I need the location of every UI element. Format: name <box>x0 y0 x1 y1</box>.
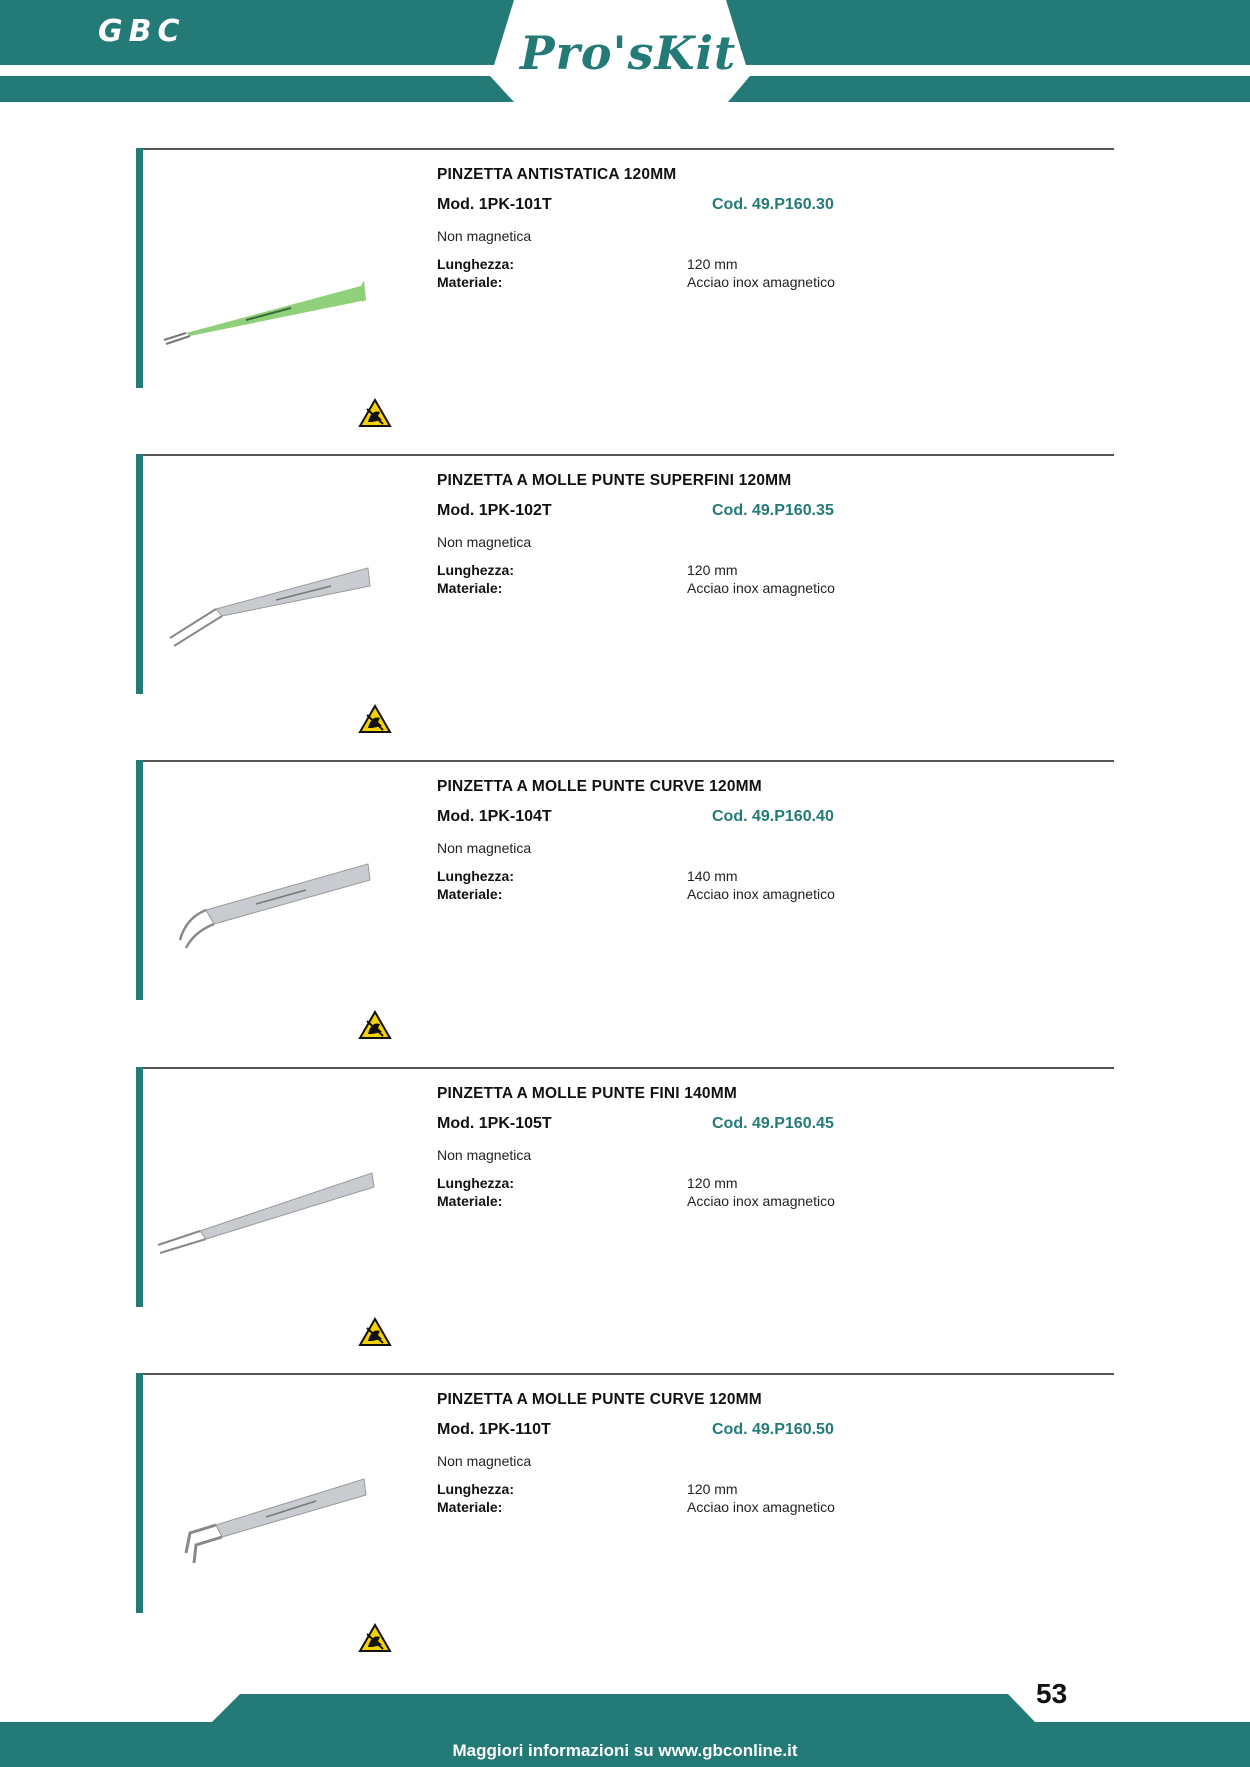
length-value: 120 mm <box>687 1481 738 1497</box>
accent-bar <box>136 454 143 694</box>
product-model: Mod. 1PK-105T <box>437 1115 552 1132</box>
material-value: Acciao inox amagnetico <box>687 1193 835 1209</box>
material-label: Materiale: <box>437 1499 503 1515</box>
product-description: Non magnetica <box>437 1147 532 1163</box>
product-description: Non magnetica <box>437 534 532 550</box>
length-value: 140 mm <box>687 868 738 884</box>
product-code: Cod. 49.P160.40 <box>712 808 834 825</box>
product-description: Non magnetica <box>437 1453 532 1469</box>
divider-rule <box>143 1067 1114 1069</box>
esd-warning-icon <box>358 1010 392 1040</box>
product-model: Mod. 1PK-110T <box>437 1421 551 1438</box>
material-label: Materiale: <box>437 580 503 596</box>
product-title: PINZETTA A MOLLE PUNTE CURVE 120MM <box>437 1391 762 1408</box>
product-entry <box>136 148 1114 388</box>
product-entry <box>136 760 1114 1000</box>
product-model: Mod. 1PK-104T <box>437 808 552 825</box>
proskit-logo-text: Pro'sKit <box>520 26 737 80</box>
tweezer-body <box>200 1173 374 1239</box>
product-entry <box>136 1373 1114 1613</box>
product-code: Cod. 49.P160.35 <box>712 502 834 519</box>
product-entry <box>136 1067 1114 1307</box>
material-label: Materiale: <box>437 1193 503 1209</box>
product-code: Cod. 49.P160.50 <box>712 1421 834 1438</box>
product-entry <box>136 454 1114 694</box>
length-value: 120 mm <box>687 1175 738 1191</box>
divider-rule <box>143 760 1114 762</box>
material-label: Materiale: <box>437 886 503 902</box>
proskit-logo <box>520 26 755 80</box>
esd-warning-icon <box>358 704 392 734</box>
product-description: Non magnetica <box>437 228 532 244</box>
tweezer-body <box>216 568 370 616</box>
accent-bar <box>136 760 143 1000</box>
page-number: 53 <box>1036 1678 1068 1709</box>
length-value: 120 mm <box>687 256 738 272</box>
length-value: 120 mm <box>687 562 738 578</box>
tweezer-body <box>216 1479 366 1537</box>
material-label: Materiale: <box>437 274 503 290</box>
product-code: Cod. 49.P160.45 <box>712 1115 834 1132</box>
length-label: Lunghezza: <box>437 1481 514 1497</box>
material-value: Acciao inox amagnetico <box>687 1499 835 1515</box>
length-label: Lunghezza: <box>437 256 514 272</box>
accent-bar <box>136 148 143 388</box>
material-value: Acciao inox amagnetico <box>687 274 835 290</box>
divider-rule <box>143 1373 1114 1375</box>
footer-info-text: Maggiori informazioni su www.gbconline.it <box>452 1741 798 1760</box>
length-label: Lunghezza: <box>437 868 514 884</box>
product-title: PINZETTA A MOLLE PUNTE FINI 140MM <box>437 1085 737 1102</box>
product-title: PINZETTA ANTISTATICA 120MM <box>437 166 677 183</box>
accent-bar <box>136 1373 143 1613</box>
esd-warning-icon <box>358 1317 392 1347</box>
material-value: Acciao inox amagnetico <box>687 580 835 596</box>
product-title: PINZETTA A MOLLE PUNTE SUPERFINI 120MM <box>437 472 792 489</box>
divider-rule <box>143 148 1114 150</box>
product-model: Mod. 1PK-101T <box>437 196 552 213</box>
esd-warning-icon <box>358 1623 392 1653</box>
product-description: Non magnetica <box>437 840 532 856</box>
product-model: Mod. 1PK-102T <box>437 502 552 519</box>
length-label: Lunghezza: <box>437 562 514 578</box>
product-code: Cod. 49.P160.30 <box>712 196 834 213</box>
gbc-logo: GBC <box>98 14 186 49</box>
tweezer-body <box>206 864 370 924</box>
registered-mark: ® <box>738 37 756 57</box>
divider-rule <box>143 454 1114 456</box>
material-value: Acciao inox amagnetico <box>687 886 835 902</box>
length-label: Lunghezza: <box>437 1175 514 1191</box>
product-title: PINZETTA A MOLLE PUNTE CURVE 120MM <box>437 778 762 795</box>
accent-bar <box>136 1067 143 1307</box>
esd-warning-icon <box>358 398 392 428</box>
